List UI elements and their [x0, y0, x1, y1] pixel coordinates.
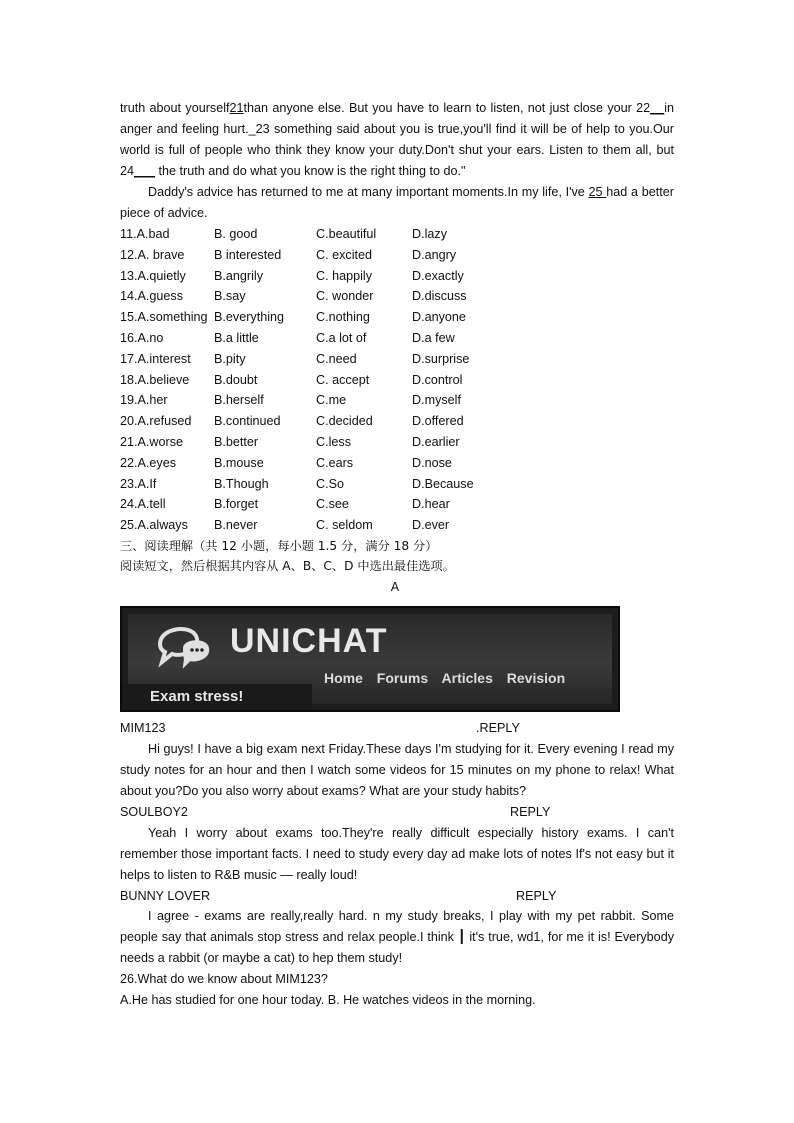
- banner-nav: [324, 670, 575, 686]
- nav-articles: Articles: [441, 669, 493, 686]
- option-c: C.decided: [316, 414, 373, 429]
- option-a: 13.A.quietly: [120, 268, 186, 283]
- option-d: D.Because: [412, 476, 474, 491]
- option-b: B.better: [214, 434, 259, 449]
- option-c: C. seldom: [316, 518, 373, 533]
- option-c: C. happily: [316, 268, 373, 283]
- option-c: C. accept: [316, 372, 370, 387]
- section-instruction: 阅读短文，然后根据其内容从 A、B、C、D 中选出最佳选项。: [120, 558, 455, 573]
- option-row: [120, 224, 674, 245]
- section-heading: 三、阅读理解（共 12 小题，每小题 1.5 分，满分 18 分）: [120, 538, 438, 553]
- blank-24: ___: [134, 164, 156, 178]
- option-a: 15.A.something: [120, 310, 208, 325]
- passage-text: truth about yourself: [120, 101, 230, 115]
- option-d: D.offered: [412, 414, 464, 429]
- option-a: 11.A.bad: [120, 227, 170, 241]
- passage-paragraph-2: [120, 182, 674, 224]
- post-username: BUNNY LOVER: [120, 888, 211, 903]
- option-d: D.discuss: [412, 289, 467, 304]
- option-row: [120, 494, 674, 515]
- banner-title: UNICHAT: [230, 621, 388, 660]
- option-d: D.surprise: [412, 351, 470, 366]
- post-body: Hi guys! I have a big exam next Friday.These days I'm studying for it. Every evening I read my study notes for an hour and then I watch some videos for 15 minutes on my phone to relax! What about you?Do you also worry about exams? What are your study habits?: [120, 741, 674, 798]
- option-c: C. wonder: [316, 289, 374, 304]
- option-a: 21.A.worse: [120, 434, 183, 449]
- cloze-options-list: [120, 224, 674, 536]
- post-username: MIM123: [120, 720, 166, 735]
- nav-home: Home: [324, 669, 363, 686]
- post-body: I agree - exams are really,really hard. n my study breaks, I play with my pet rabbit. Some people say that animals stop stress and relax people.I think ┃ it's true, wd1, for me it is! Everybody needs a rabbit (or maybe a cat) to hep them study!: [120, 909, 674, 966]
- option-d: D.hear: [412, 497, 450, 512]
- option-c: C.nothing: [316, 310, 370, 325]
- option-row: [120, 453, 674, 474]
- option-b: B.continued: [214, 414, 281, 429]
- post-reply-label: REPLY: [510, 804, 551, 819]
- worksheet-page: [120, 98, 674, 1011]
- option-row: [120, 390, 674, 411]
- passage-text: had a better piece of advice.: [120, 185, 674, 220]
- passage-text: the truth and do what you know is the right thing to do.": [155, 164, 466, 178]
- nav-revision: Revision: [506, 669, 566, 686]
- passage-text: than anyone else. But you have to learn to listen, not just close your 22: [243, 101, 651, 115]
- option-c: C.ears: [316, 455, 354, 470]
- option-a: 19.A.her: [120, 393, 168, 408]
- passage-text: in anger and feeling hurt._23 something said about you is true,you'll find it will be of help to you.Our world is full of people who think they know your duty.Don't shut your ears. Listen to them all, but 24: [120, 101, 674, 178]
- option-c: C.beautiful: [316, 227, 377, 241]
- option-b: B.doubt: [214, 372, 258, 387]
- option-a: 20.A.refused: [120, 414, 192, 429]
- option-row: [120, 474, 674, 495]
- post-username: SOULBOY2: [120, 804, 188, 819]
- unichat-banner-image: [120, 606, 620, 712]
- option-row: [120, 349, 674, 370]
- option-c: C.see: [316, 497, 349, 512]
- option-d: D.lazy: [412, 227, 447, 241]
- option-b: B.mouse: [214, 455, 264, 470]
- chat-bubble-icon: [150, 618, 214, 670]
- passage-text: Daddy's advice has returned to me at many important moments.In my life, I've: [148, 185, 589, 199]
- question-26-options: A.He has studied for one hour today. B. He watches videos in the morning.: [120, 993, 536, 1008]
- post-header: [120, 886, 674, 907]
- option-d: D.exactly: [412, 268, 464, 283]
- option-a: 22.A.eyes: [120, 455, 177, 470]
- option-c: C.So: [316, 476, 344, 491]
- option-b: B. good: [214, 227, 258, 241]
- option-d: D.earlier: [412, 434, 460, 449]
- option-c: C. excited: [316, 247, 372, 262]
- option-c: C.me: [316, 393, 347, 408]
- option-b: B.everything: [214, 310, 285, 325]
- option-b: B.Though: [214, 476, 269, 491]
- option-row: [120, 432, 674, 453]
- banner-subtitle: Exam stress!: [122, 684, 312, 710]
- option-row: [120, 266, 674, 287]
- option-row: [120, 286, 674, 307]
- option-b: B.forget: [214, 497, 259, 512]
- option-d: D.myself: [412, 393, 461, 408]
- option-row: [120, 307, 674, 328]
- option-d: D.angry: [412, 247, 457, 262]
- option-row: [120, 245, 674, 266]
- option-c: C.need: [316, 351, 357, 366]
- option-a: 24.A.tell: [120, 497, 166, 512]
- option-a: 25.A.always: [120, 518, 188, 533]
- blank-22: __: [650, 101, 665, 115]
- option-d: D.ever: [412, 518, 450, 533]
- option-a: 18.A.believe: [120, 372, 190, 387]
- passage-label: A: [390, 579, 400, 594]
- option-c: C.less: [316, 434, 351, 449]
- option-a: 16.A.no: [120, 330, 164, 345]
- post-header: [120, 718, 674, 739]
- nav-forums: Forums: [376, 669, 429, 686]
- blank-25: 25: [588, 185, 607, 199]
- option-b: B.a little: [214, 330, 259, 345]
- option-row: [120, 411, 674, 432]
- post-reply-label: REPLY: [516, 888, 557, 903]
- option-c: C.a lot of: [316, 330, 367, 345]
- option-b: B.angrily: [214, 268, 263, 283]
- option-d: D.anyone: [412, 310, 466, 325]
- option-b: B.herself: [214, 393, 264, 408]
- option-d: D.control: [412, 372, 463, 387]
- option-a: 23.A.If: [120, 476, 157, 491]
- option-row: [120, 370, 674, 391]
- option-a: 12.A. brave: [120, 247, 185, 262]
- option-b: B interested: [214, 247, 282, 262]
- option-b: B.pity: [214, 351, 246, 366]
- blank-21: 21: [229, 101, 244, 115]
- option-b: B.say: [214, 289, 246, 304]
- option-a: 17.A.interest: [120, 351, 191, 366]
- option-row: [120, 328, 674, 349]
- question-26-stem: 26.What do we know about MIM123?: [120, 972, 328, 987]
- option-d: D.a few: [412, 330, 455, 345]
- post-reply-label: .REPLY: [476, 720, 520, 735]
- option-a: 14.A.guess: [120, 289, 184, 304]
- option-b: B.never: [214, 518, 258, 533]
- post-header: [120, 802, 674, 823]
- option-row: [120, 515, 674, 536]
- passage-paragraph-1: [120, 98, 674, 182]
- option-d: D.nose: [412, 455, 452, 470]
- post-body: Yeah I worry about exams too.They're really difficult especially history exams. I can't remember those important facts. I need to study every day ad make lots of notes If's not easy but it helps to listen to R&B music — really loud!: [120, 825, 674, 882]
